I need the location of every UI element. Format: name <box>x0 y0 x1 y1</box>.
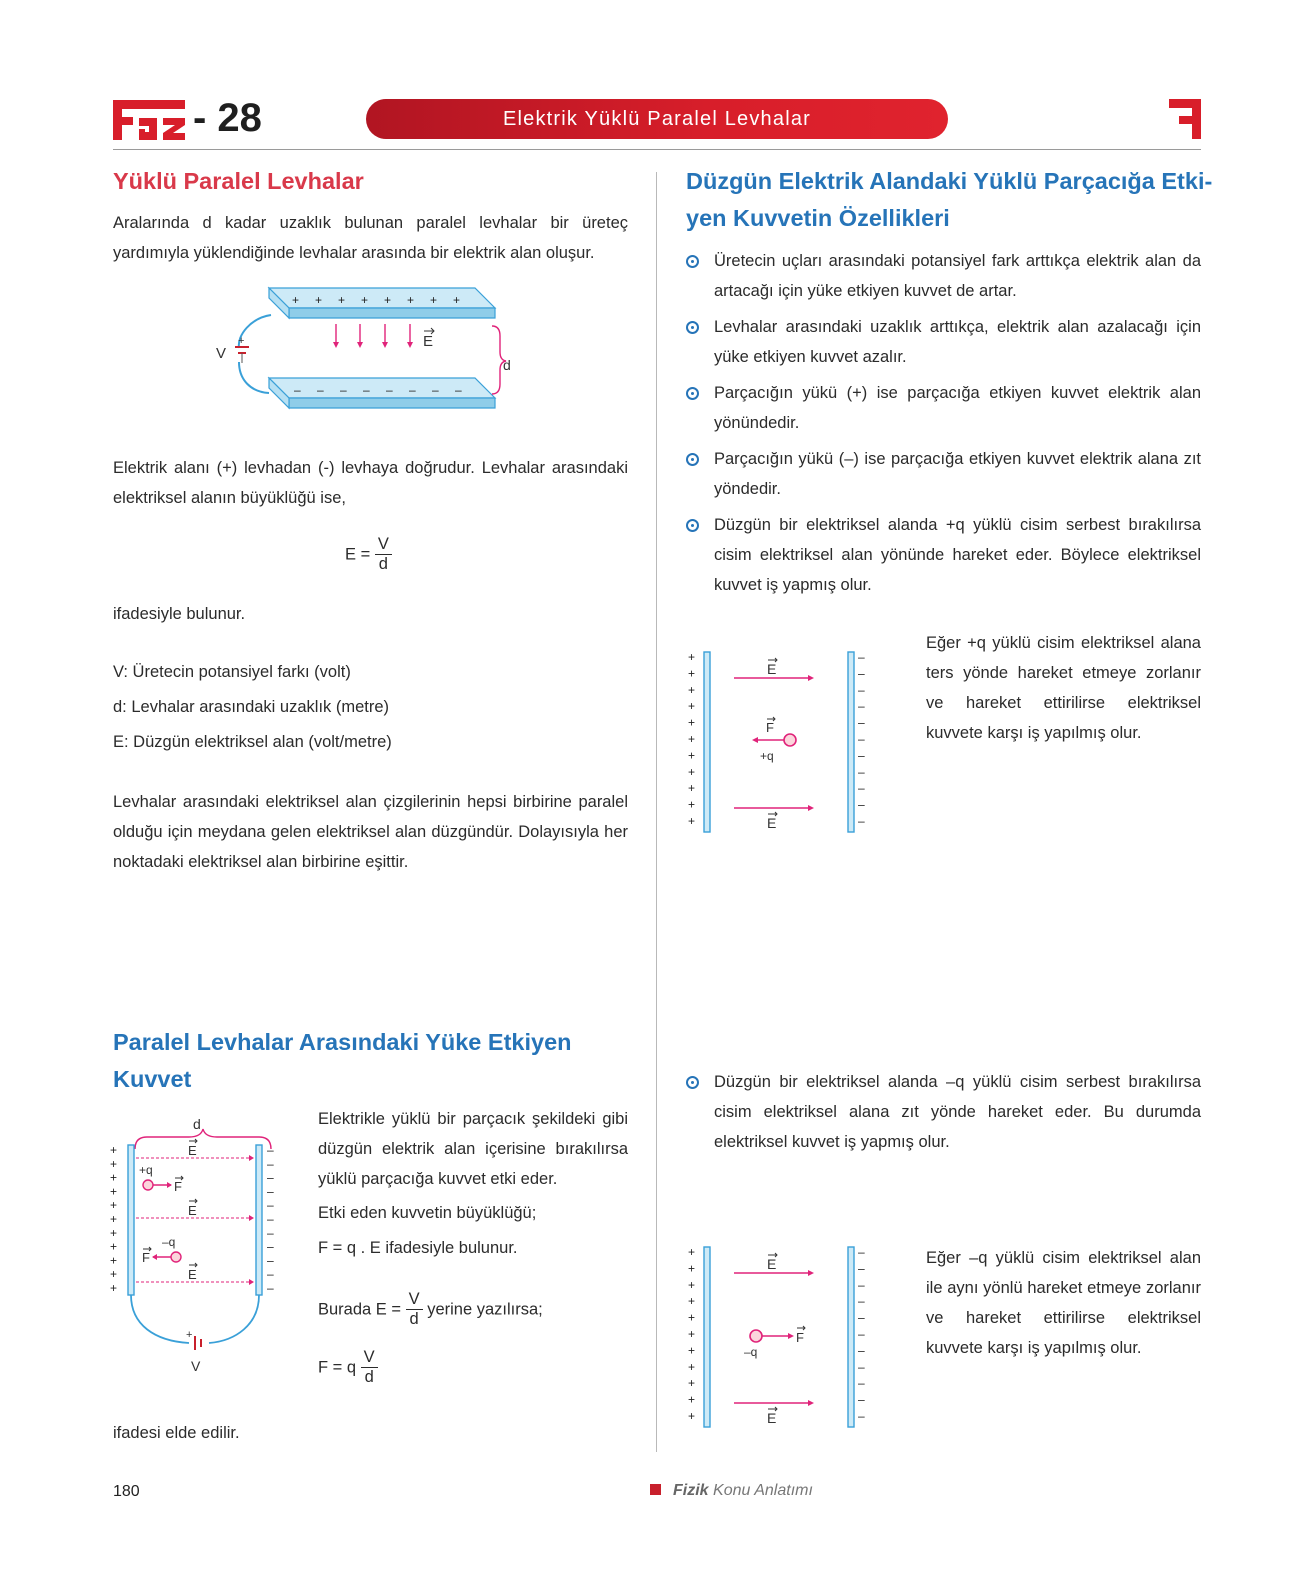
minus-sign: – <box>858 781 865 796</box>
field-formula <box>345 535 392 574</box>
minus-sign: – <box>858 1261 865 1276</box>
substitution-fraction <box>406 1290 423 1329</box>
plus-sign: + <box>688 682 696 697</box>
positive-charge-field-figure <box>688 648 888 838</box>
section-title-force-line1: Paralel Levhalar Arasındaki Yüke Etkiyen <box>113 1029 572 1055</box>
minus-sign: – <box>858 732 865 746</box>
minus-sign: – <box>386 383 393 397</box>
field-arrowhead <box>407 342 413 348</box>
substitution-numerator: V <box>406 1290 423 1310</box>
plus-sign: + <box>110 1281 118 1295</box>
minus-sign: – <box>858 1376 865 1391</box>
plus-sign: + <box>338 293 346 307</box>
plus-sign: + <box>110 1267 118 1282</box>
distance-brace <box>135 1129 271 1149</box>
final-formula-fraction <box>361 1348 378 1387</box>
faz-logo-mark <box>113 100 185 140</box>
battery-plus-sign: + <box>186 1329 193 1341</box>
plus-sign: + <box>688 1359 696 1374</box>
minus-sign: – <box>267 1253 274 1268</box>
negative-plate <box>848 652 854 832</box>
plus-sign: + <box>110 1253 118 1268</box>
minus-sign: – <box>858 797 865 812</box>
plus-sign: + <box>688 1392 696 1407</box>
list-item-text: Levhalar arasındaki uzaklık arttıkça, elektrik alan azalacağı için yüke etkiyen kuvvet azalır. <box>714 318 1201 366</box>
force-intro-paragraph: Elektrikle yüklü bir parçacık şekildeki gibi düzgün elektrik alan içerisine bırakılırsa yüklü parçacığa kuvvet etki eder. <box>318 1110 628 1188</box>
list-item <box>686 444 1201 504</box>
negative-plate-edge <box>289 398 495 408</box>
field-label-E: E <box>767 661 777 677</box>
negative-plate <box>256 1145 262 1295</box>
banner-title: Elektrik Yüklü Paralel Levhalar <box>366 99 948 139</box>
plus-sign: + <box>688 1294 696 1309</box>
section-title-charged-plates: Yüklü Paralel Levhalar <box>113 168 364 194</box>
minus-sign: – <box>267 1184 274 1199</box>
minus-sign: – <box>858 1245 865 1259</box>
plus-sign: + <box>688 1327 696 1341</box>
negative-charge-field-figure <box>688 1243 888 1433</box>
force-label-F: F <box>766 720 774 735</box>
plus-sign: + <box>688 814 696 828</box>
field-arrowhead <box>249 1279 254 1285</box>
formula-lhs: E = <box>345 545 371 564</box>
charge-label: +q <box>760 749 774 763</box>
definition-d: d: Levhalar arasındaki uzaklık (metre) <box>113 698 390 716</box>
minus-sign: – <box>858 1392 865 1407</box>
minus-sign: – <box>858 748 865 763</box>
list-item-text: Parçacığın yükü (+) ise parçacığa etkiyen kuvvet elektrik alan yönündedir. <box>714 384 1201 432</box>
plus-sign: + <box>688 1277 696 1292</box>
definition-V: V: Üretecin potansiyel farkı (volt) <box>113 663 351 681</box>
plus-sign: + <box>315 293 323 307</box>
field-direction-paragraph: Elektrik alanı (+) levhadan (-) levhaya doğrudur. Levhalar arasındaki elektriksel alanın büyüklüğü ise, <box>113 459 628 507</box>
minus-sign: – <box>858 715 865 730</box>
minus-sign: – <box>340 383 347 397</box>
minus-sign: – <box>858 1310 865 1325</box>
plus-sign: + <box>110 1156 118 1171</box>
charge-label-minus-q: –q <box>162 1235 176 1249</box>
negative-plate <box>848 1247 854 1427</box>
positive-plate-edge <box>289 308 495 318</box>
plus-sign: + <box>688 1310 696 1325</box>
plus-sign: + <box>688 797 696 812</box>
force-formula-sentence: F = q . E ifadesiyle bulunur. <box>318 1239 518 1257</box>
field-label-E: E <box>767 815 777 831</box>
distance-label-d: d <box>193 1116 201 1132</box>
column-divider <box>656 172 657 1452</box>
list-item-text: Parçacığın yükü (–) ise parçacığa etkiyen kuvvet elektrik alana zıt yöndedir. <box>714 450 1201 498</box>
plus-sign: + <box>688 764 696 779</box>
target-bullet-icon <box>686 387 699 400</box>
formula-numerator: V <box>375 535 392 555</box>
field-label-E: E <box>188 1267 197 1282</box>
page-label: - 28 <box>193 96 262 140</box>
minus-sign: – <box>858 1343 865 1358</box>
force-label-F: F <box>174 1179 182 1194</box>
minus-sign: – <box>294 383 301 397</box>
negative-charge-work-text: Eğer –q yüklü cisim elektriksel alan ile aynı yönlü hareket etmeye zorlanır ve hareket ettirilirse elektriksel kuvvete karşı iş yapılmış olur. <box>926 1249 1201 1357</box>
field-arrowhead <box>249 1215 254 1221</box>
minus-sign: – <box>267 1198 274 1213</box>
header-divider <box>113 149 1201 150</box>
charge-label: –q <box>744 1345 758 1359</box>
plus-sign: + <box>361 293 369 307</box>
negative-charge-icon <box>171 1252 181 1262</box>
plus-sign: + <box>110 1184 118 1199</box>
force-on-charge-figure <box>105 1115 305 1400</box>
target-bullet-icon <box>686 519 699 532</box>
plus-sign: + <box>688 1245 696 1259</box>
minus-sign: – <box>455 383 462 397</box>
substitution-formula <box>318 1290 543 1329</box>
section-title-properties-line1: Düzgün Elektrik Alandaki Yüklü Parçacığa Etki- <box>686 168 1213 194</box>
battery-icon <box>235 347 249 363</box>
found-sentence: ifadesiyle bulunur. <box>113 605 246 623</box>
minus-sign: – <box>363 383 370 397</box>
voltage-label: V <box>216 345 227 362</box>
plus-sign: + <box>688 781 696 796</box>
field-arrowhead <box>333 342 339 348</box>
plus-sign: + <box>292 293 300 307</box>
minus-sign: – <box>858 666 865 681</box>
substitution-lhs: Burada E = <box>318 1300 402 1319</box>
minus-sign: – <box>858 1277 865 1292</box>
voltage-label: V <box>191 1358 201 1374</box>
battery-icon <box>195 1336 201 1350</box>
minus-sign: – <box>858 650 865 664</box>
list-item-text: Düzgün bir elektriksel alanda +q yüklü cisim serbest bırakılırsa cisim elektriksel alan yönünde hareket eder. Böylece elektriksel kuvvet iş yapmış olur. <box>714 516 1201 594</box>
properties-list <box>686 246 1201 606</box>
force-label-F: F <box>142 1250 150 1265</box>
minus-sign: – <box>858 1327 865 1341</box>
section-title-properties-line2: yen Kuvvetin Özellikleri <box>686 205 950 231</box>
field-label-E: E <box>767 1256 777 1272</box>
list-item <box>686 378 1201 438</box>
circuit-wire <box>209 1295 259 1343</box>
list-item <box>686 246 1201 306</box>
plus-sign: + <box>688 650 696 664</box>
definition-E: E: Düzgün elektriksel alan (volt/metre) <box>113 733 392 751</box>
charged-plates-figure <box>205 280 545 425</box>
force-label-F: F <box>796 1330 804 1345</box>
plus-sign: + <box>384 293 392 307</box>
plus-sign: + <box>453 293 461 307</box>
field-arrowhead <box>249 1155 254 1161</box>
substitution-rhs: yerine yazılırsa; <box>427 1300 543 1319</box>
minus-sign: – <box>267 1239 274 1254</box>
plus-sign: + <box>688 699 696 714</box>
plus-sign: + <box>688 1343 696 1358</box>
minus-sign: – <box>858 699 865 714</box>
charge-label-plus-q: +q <box>139 1163 153 1177</box>
minus-sign: – <box>432 383 439 397</box>
list-item <box>686 510 1201 600</box>
positive-charge-icon <box>143 1180 153 1190</box>
formula-denominator: d <box>378 555 388 573</box>
plus-sign: + <box>110 1170 118 1185</box>
minus-sign: – <box>409 383 416 397</box>
minus-sign: – <box>317 383 324 397</box>
formula-fraction <box>375 535 392 574</box>
negative-charge-list <box>686 1067 1201 1163</box>
negative-charge-icon <box>750 1330 762 1342</box>
minus-sign: – <box>267 1267 274 1282</box>
target-bullet-icon <box>686 255 699 268</box>
target-bullet-icon <box>686 321 699 334</box>
circuit-wire <box>239 362 269 393</box>
plus-sign: + <box>688 715 696 730</box>
positive-plate <box>704 652 710 832</box>
intro-paragraph: Aralarında d kadar uzaklık bulunan paralel levhalar bir üreteç yardımıyla yüklendiğinde levhalar arasında bir elektrik alan oluşur. <box>113 214 628 262</box>
minus-sign: – <box>858 1409 865 1423</box>
final-formula-numerator: V <box>361 1348 378 1368</box>
footer-brand <box>650 1482 813 1500</box>
brand-subject: Fizik <box>673 1482 709 1499</box>
target-bullet-icon <box>686 453 699 466</box>
minus-sign: – <box>858 764 865 779</box>
corner-logo-icon <box>1169 99 1201 139</box>
plus-sign: + <box>110 1239 118 1254</box>
target-bullet-icon <box>686 1076 699 1089</box>
minus-sign: – <box>858 1294 865 1309</box>
distance-label-d: d <box>503 357 511 373</box>
plus-sign: + <box>110 1143 118 1157</box>
final-formula-denominator: d <box>364 1368 374 1386</box>
minus-sign: – <box>267 1156 274 1171</box>
plus-sign: + <box>110 1198 118 1213</box>
minus-sign: – <box>267 1225 274 1240</box>
list-item-text: Düzgün bir elektriksel alanda –q yüklü cisim serbest bırakılırsa cisim elektriksel alana zıt yönde hareket eder. Bu durumda elektriksel kuvvet iş yapmış olur. <box>714 1073 1201 1151</box>
plus-sign: + <box>688 666 696 681</box>
positive-charge-work-text: Eğer +q yüklü cisim elektriksel alana ters yönde hareket etmeye zorlanır ve hareket ettirilirse elektriksel kuvvete karşı iş yapılmış olur. <box>926 634 1201 742</box>
force-magnitude-sentence: Etki eden kuvvetin büyüklüğü; <box>318 1204 537 1222</box>
minus-sign: – <box>267 1170 274 1185</box>
minus-sign: – <box>858 1359 865 1374</box>
list-item-text: Üretecin uçları arasındaki potansiyel fark arttıkça elektrik alan da artacağı için yüke etkiyen kuvvet de artar. <box>714 252 1201 300</box>
circuit-wire <box>131 1295 189 1343</box>
field-label-E: E <box>423 333 434 350</box>
plus-sign: + <box>688 1409 696 1423</box>
field-arrowhead <box>357 342 363 348</box>
positive-charge-icon <box>784 734 796 746</box>
final-formula-lhs: F = q <box>318 1358 357 1377</box>
plus-sign: + <box>407 293 415 307</box>
field-label-E: E <box>767 1410 777 1426</box>
brand-series: Konu Anlatımı <box>713 1482 813 1499</box>
page-number: 180 <box>113 1483 140 1500</box>
plus-sign: + <box>110 1225 118 1240</box>
minus-sign: – <box>267 1281 274 1295</box>
obtained-sentence: ifadesi elde edilir. <box>113 1424 240 1442</box>
plus-sign: + <box>688 1261 696 1276</box>
positive-plate <box>704 1247 710 1427</box>
plus-sign: + <box>688 732 696 746</box>
plus-sign: + <box>688 1376 696 1391</box>
positive-plate <box>269 288 495 308</box>
minus-sign: – <box>267 1143 274 1157</box>
final-force-formula <box>318 1348 378 1387</box>
plus-sign: + <box>688 748 696 763</box>
list-item <box>686 1067 1201 1157</box>
section-title-force-line2: Kuvvet <box>113 1066 192 1092</box>
positive-plate <box>128 1145 134 1295</box>
plus-sign: + <box>430 293 438 307</box>
battery-plus-sign: + <box>238 335 245 347</box>
uniform-field-paragraph: Levhalar arasındaki elektriksel alan çizgilerinin hepsi birbirine paralel olduğu için meydana gelen elektriksel alan düzgündür. Dolayısıyla her noktadaki elektriksel alan birbirine eşittir. <box>113 793 628 871</box>
minus-sign: – <box>267 1212 274 1226</box>
field-arrowhead <box>382 342 388 348</box>
list-item <box>686 312 1201 372</box>
substitution-denominator: d <box>409 1310 419 1328</box>
minus-sign: – <box>858 682 865 697</box>
brand-square-icon <box>650 1484 661 1495</box>
field-label-E: E <box>188 1143 197 1158</box>
field-label-E: E <box>188 1203 197 1218</box>
plus-sign: + <box>110 1212 118 1226</box>
minus-sign: – <box>858 814 865 828</box>
